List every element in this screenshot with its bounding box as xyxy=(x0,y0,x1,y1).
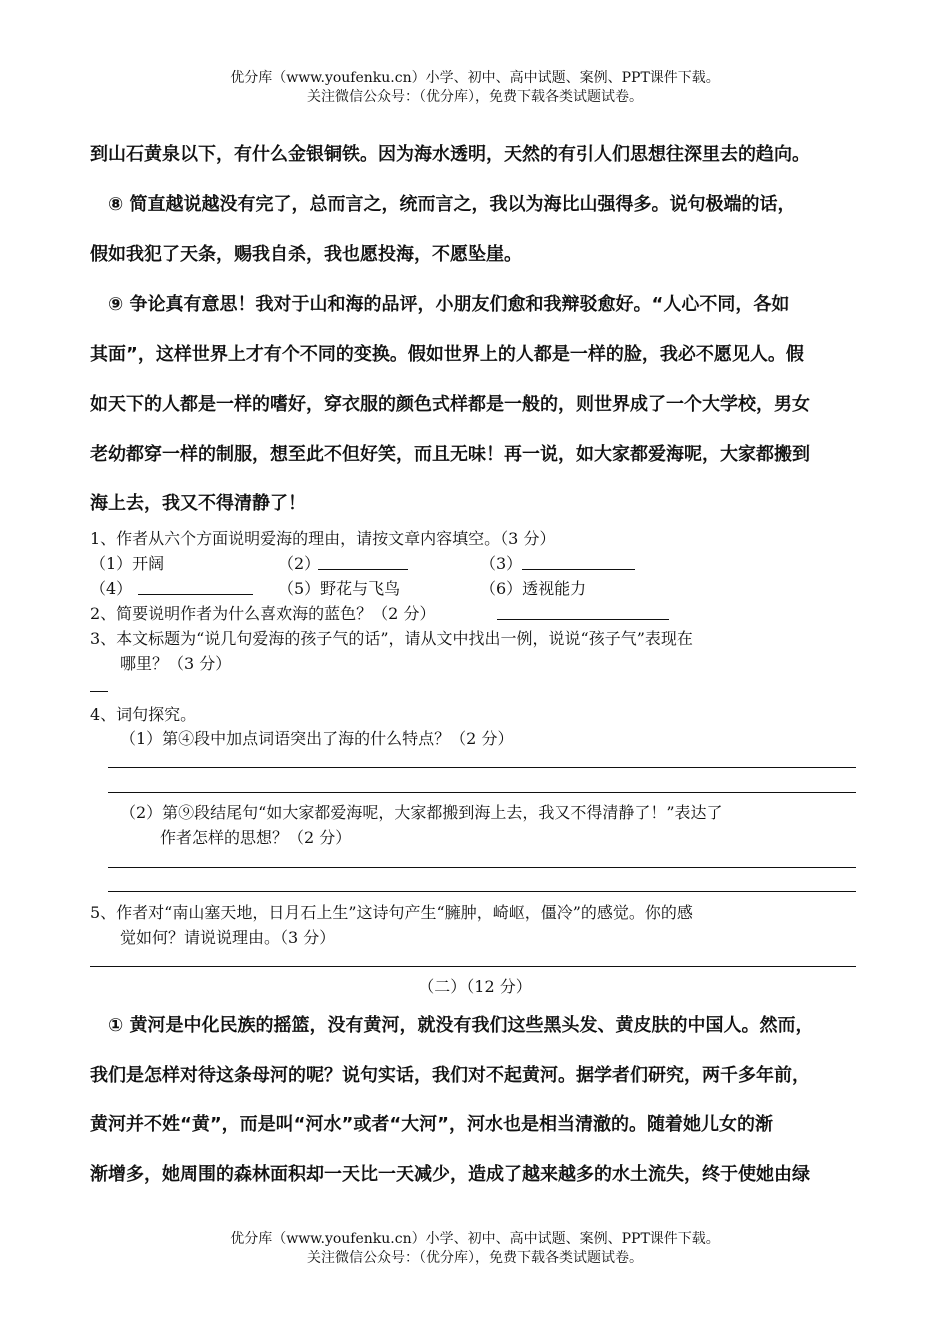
passage-line: 海上去，我又不得清静了！ xyxy=(90,493,306,514)
answer-blank-3[interactable] xyxy=(522,569,635,570)
q1-item-3: （3） xyxy=(480,554,523,573)
answer-line-q4-2a[interactable] xyxy=(108,867,856,868)
passage-line: 渐增多，她周围的森林面积却一天比一天减少，造成了越来越多的水土流失，终于使她由绿 xyxy=(90,1164,810,1185)
q1-item-4: （4） xyxy=(90,579,133,598)
answer-line-q5[interactable] xyxy=(90,966,856,967)
answer-blank-q3[interactable] xyxy=(90,691,108,692)
question-2: 2、简要说明作者为什么喜欢海的蓝色？（2 分） xyxy=(90,604,436,623)
question-4-1: （1）第④段中加点词语突出了海的什么特点？（2 分） xyxy=(120,729,514,748)
question-5-line-1: 5、作者对“南山塞天地，日月石上生”这诗句产生“臃肿，崎岖，僵冷”的感觉。你的感 xyxy=(90,903,693,922)
answer-line-q4-1b[interactable] xyxy=(108,792,856,793)
answer-line-q4-1a[interactable] xyxy=(108,767,856,768)
passage-line: 假如我犯了天条，赐我自杀，我也愿投海，不愿坠崖。 xyxy=(90,244,522,265)
passage-line: 如天下的人都是一样的嗜好，穿衣服的颜色式样都是一般的，则世界成了一个大学校，男女 xyxy=(90,394,810,415)
passage-line: ① 黄河是中化民族的摇篮，没有黄河，就没有我们这些黑头发、黄皮肤的中国人。然而， xyxy=(90,1015,814,1036)
q1-item-1: （1）开阔 xyxy=(90,554,165,573)
passage-line: 黄河并不姓“黄”，而是叫“河水”或者“大河”，河水也是相当清澈的。随着她儿女的渐 xyxy=(90,1114,773,1135)
question-1: 1、作者从六个方面说明爱海的理由，请按文章内容填空。（3 分） xyxy=(90,529,556,548)
question-3-line-2: 哪里？（3 分） xyxy=(120,654,232,673)
answer-blank-q2[interactable] xyxy=(497,619,669,620)
question-5-line-2: 觉如何？请说说理由。（3 分） xyxy=(120,928,336,947)
section-2-title: （二）（12 分） xyxy=(418,977,532,996)
q1-item-5: （5）野花与飞鸟 xyxy=(278,579,401,598)
passage-line: 老幼都穿一样的制服，想至此不但好笑，而且无味！再一说，如大家都爱海呢，大家都搬到 xyxy=(90,444,810,465)
answer-line-q4-2b[interactable] xyxy=(108,891,856,892)
answer-blank-2[interactable] xyxy=(318,569,408,570)
answer-blank-4[interactable] xyxy=(138,594,253,595)
q1-item-2: （2） xyxy=(278,554,321,573)
passage-line: 其面”，这样世界上才有个不同的变换。假如世界上的人都是一样的脸，我必不愿见人。假 xyxy=(90,344,804,365)
header-line-2: 关注微信公众号：（优分库），免费下载各类试题试卷。 xyxy=(307,89,643,105)
question-4: 4、词句探究。 xyxy=(90,705,197,724)
passage-line: ⑨ 争论真有意思！我对于山和海的品评，小朋友们愈和我辩驳愈好。“人心不同，各如 xyxy=(90,294,790,315)
question-3-line-1: 3、本文标题为“说几句爱海的孩子气的话”，请从文中找出一例，说说“孩子气”表现在 xyxy=(90,629,693,648)
question-4-2-line-1: （2）第⑨段结尾句“如大家都爱海呢，大家都搬到海上去，我又不得清静了！”表达了 xyxy=(120,803,723,822)
question-4-2-line-2: 作者怎样的思想？（2 分） xyxy=(160,828,352,847)
passage-line: ⑧ 简直越说越没有完了，总而言之，统而言之，我以为海比山强得多。说句极端的话， xyxy=(90,194,796,215)
footer-line-2: 关注微信公众号：（优分库），免费下载各类试题试卷。 xyxy=(307,1250,643,1266)
passage-line: 我们是怎样对待这条母河的呢？说句实话，我们对不起黄河。据学者们研究，两千多年前， xyxy=(90,1065,810,1086)
passage-line: 到山石黄泉以下，有什么金银铜铁。因为海水透明，天然的有引人们思想往深里去的趋向。 xyxy=(90,144,810,165)
footer-line-1: 优分库（www.youfenku.cn）小学、初中、高中试题、案例、PPT课件下载。 xyxy=(230,1231,720,1247)
header-line-1: 优分库（www.youfenku.cn）小学、初中、高中试题、案例、PPT课件下载。 xyxy=(230,70,720,86)
q1-item-6: （6）透视能力 xyxy=(480,579,587,598)
